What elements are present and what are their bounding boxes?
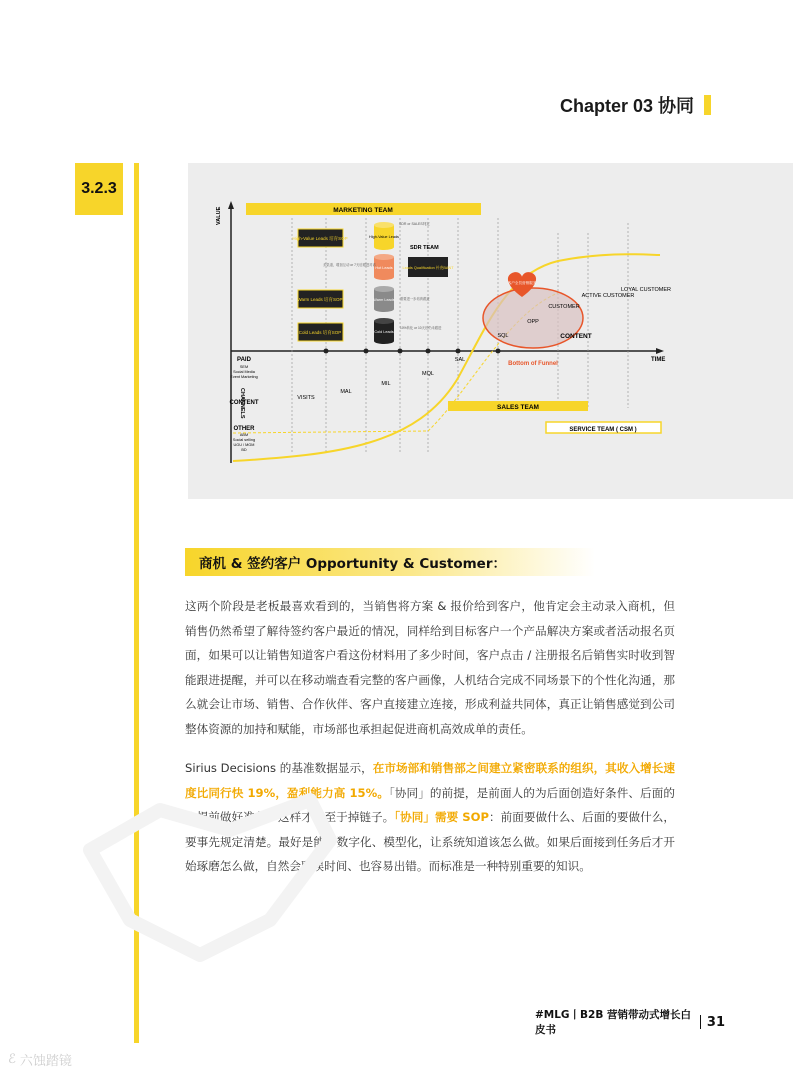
para2-intro: Sirius Decisions 的基准数据显示， xyxy=(185,761,373,775)
cylinder-cold xyxy=(374,318,394,344)
footer-separator xyxy=(700,1015,701,1029)
customer-heart-label: 客户全员营销服务 xyxy=(507,281,537,285)
source-watermark xyxy=(8,1050,72,1069)
stage-mal: MAL xyxy=(340,389,352,395)
chapter-title: Chapter 03 协同 xyxy=(560,96,695,116)
cylinder-warm-label: Warm Leads xyxy=(373,298,395,302)
watermark-text: 六蚀踏镜 xyxy=(19,1054,72,1069)
cylinder-high xyxy=(369,222,399,250)
cylinder-cold-label: Cold Leads xyxy=(374,330,394,334)
para2-end: ：前面要做什么、后面的要做什么，要事先规定清楚。最好是能够数字化、模型化，让系统知道该怎么做。如果后面接到任务后才开始琢磨怎么做，自然会耽误时间、也容易出错。而标准是一种特别重要的知识。 xyxy=(185,810,675,873)
channel-paid-item-0: SEM xyxy=(239,365,249,369)
page-footer xyxy=(535,1009,725,1036)
cold-leads-label: Cold Leads 培育SOP xyxy=(298,330,342,335)
service-team-label: SERVICE TEAM ( CSM ) xyxy=(569,427,637,433)
stage-active-customer: ACTIVE CUSTOMER xyxy=(581,293,635,299)
stage-loyal-customer: LOYAL CUSTOMER xyxy=(620,287,672,293)
stage-mql: MQL xyxy=(422,371,434,377)
high-value-leads-label: High-Value Leads 培育SOP xyxy=(292,236,348,241)
y-axis-label: VALUE xyxy=(216,206,222,225)
leads-qualification-label: Leads Qualification 补充BANT xyxy=(402,266,454,270)
sdr-team-label: SDR TEAM xyxy=(410,245,439,251)
para2-highlight-sop: 「协同」需要 SOP xyxy=(394,810,489,824)
watermark-logo-icon: ℰ xyxy=(8,1052,16,1067)
para2-middle: 「协同」的前提，是前面人的为后面创造好条件、后面的人提前做好准备。这样才不至于掉链子。 xyxy=(185,785,675,824)
funnel-diagram xyxy=(188,163,793,499)
stage-customer: CUSTOMER xyxy=(548,304,580,310)
x-axis-arrow xyxy=(656,348,664,354)
warm-leads-label: Warm Leads 培育SOP xyxy=(297,297,343,302)
channel-paid-item-2: Event Marketing xyxy=(230,375,258,379)
chapter-header xyxy=(560,93,720,117)
stage-content: CONTENT xyxy=(560,333,592,340)
stage-bottom-funnel: Bottom of Funnel xyxy=(508,361,558,367)
channel-other-item-3: BD xyxy=(241,448,247,452)
stage-opp: OPP xyxy=(527,319,539,325)
stage-sql: SQL xyxy=(497,333,509,339)
note-hot: 多渠道，增加互动 or 7天后跟进对话 xyxy=(323,263,376,267)
section-heading: 商机 & 签约客户 Opportunity & Customer： xyxy=(185,548,595,576)
channels-axis-label: CHANNELS xyxy=(239,388,245,419)
marketing-team-label: MARKETING TEAM xyxy=(333,207,393,214)
background-handshake-watermark xyxy=(70,770,350,970)
x-axis-label: TIME xyxy=(651,357,666,363)
channel-other: OTHER xyxy=(233,426,255,432)
footer-title: #MLG丨B2B 营销带动式增长白皮书 xyxy=(535,1009,692,1036)
channel-paid: PAID xyxy=(237,357,251,363)
page-number: 31 xyxy=(706,1014,725,1030)
paragraph-1: 这两个阶段是老板最喜欢看到的，当销售将方案 & 报价给到客户，他肯定会主动录入商机，但销售仍然希望了解待签约客户最近的情况，同样给到目标客户一个产品解决方案或者活动报名页面，如果可以让销售知道客户看这份材料用了多少时间，客户点击 / 注册报名后销售实时收到智能跟进提醒，并可以在移动端查看完整的客户画像，人机结合完成不同场景下的个性化沟通，那么就会让市场、销售、合作伙伴、客户直接建立连接，形成利益共同体，真正让销售感觉到公司整体资源的加持和赋能，市场部也承担起促进商机高效成单的责任。 xyxy=(185,599,675,736)
cylinder-hot-label: Hot Leads xyxy=(375,266,393,270)
funnel-figure xyxy=(188,163,793,499)
channel-other-item-1: Social selling xyxy=(232,438,256,442)
cylinder-warm xyxy=(373,286,394,312)
y-axis-arrow xyxy=(228,201,234,209)
stage-mil: MIL xyxy=(381,381,391,387)
para2-highlight-stat: 在市场部和销售部之间建立紧密联系的组织，其收入增长速度比同行快 19%，盈利能力高 15%。 xyxy=(185,761,675,800)
cylinder-high-label: High-Value Leads xyxy=(369,235,399,239)
section-number: 3.2.3 xyxy=(75,163,123,215)
channel-other-item-0: ABM xyxy=(239,433,249,437)
channel-content: CONTENT xyxy=(229,400,259,406)
stage-sal: SAL xyxy=(454,357,466,363)
channel-paid-item-1: Social Media xyxy=(233,370,255,374)
channel-other-item-2: UGU / MGM xyxy=(233,443,255,447)
note-cold: 10%转化 or 10天后仍未跟进 xyxy=(400,326,442,330)
sdr-note: SDR or SALES判定 xyxy=(399,222,430,226)
cylinder-hot xyxy=(374,254,394,280)
chapter-marker xyxy=(704,95,711,115)
stage-visits: VISITS xyxy=(297,395,315,401)
note-warm: 需要进一步培育跟进 xyxy=(400,297,430,301)
sales-team-label: SALES TEAM xyxy=(497,404,539,411)
